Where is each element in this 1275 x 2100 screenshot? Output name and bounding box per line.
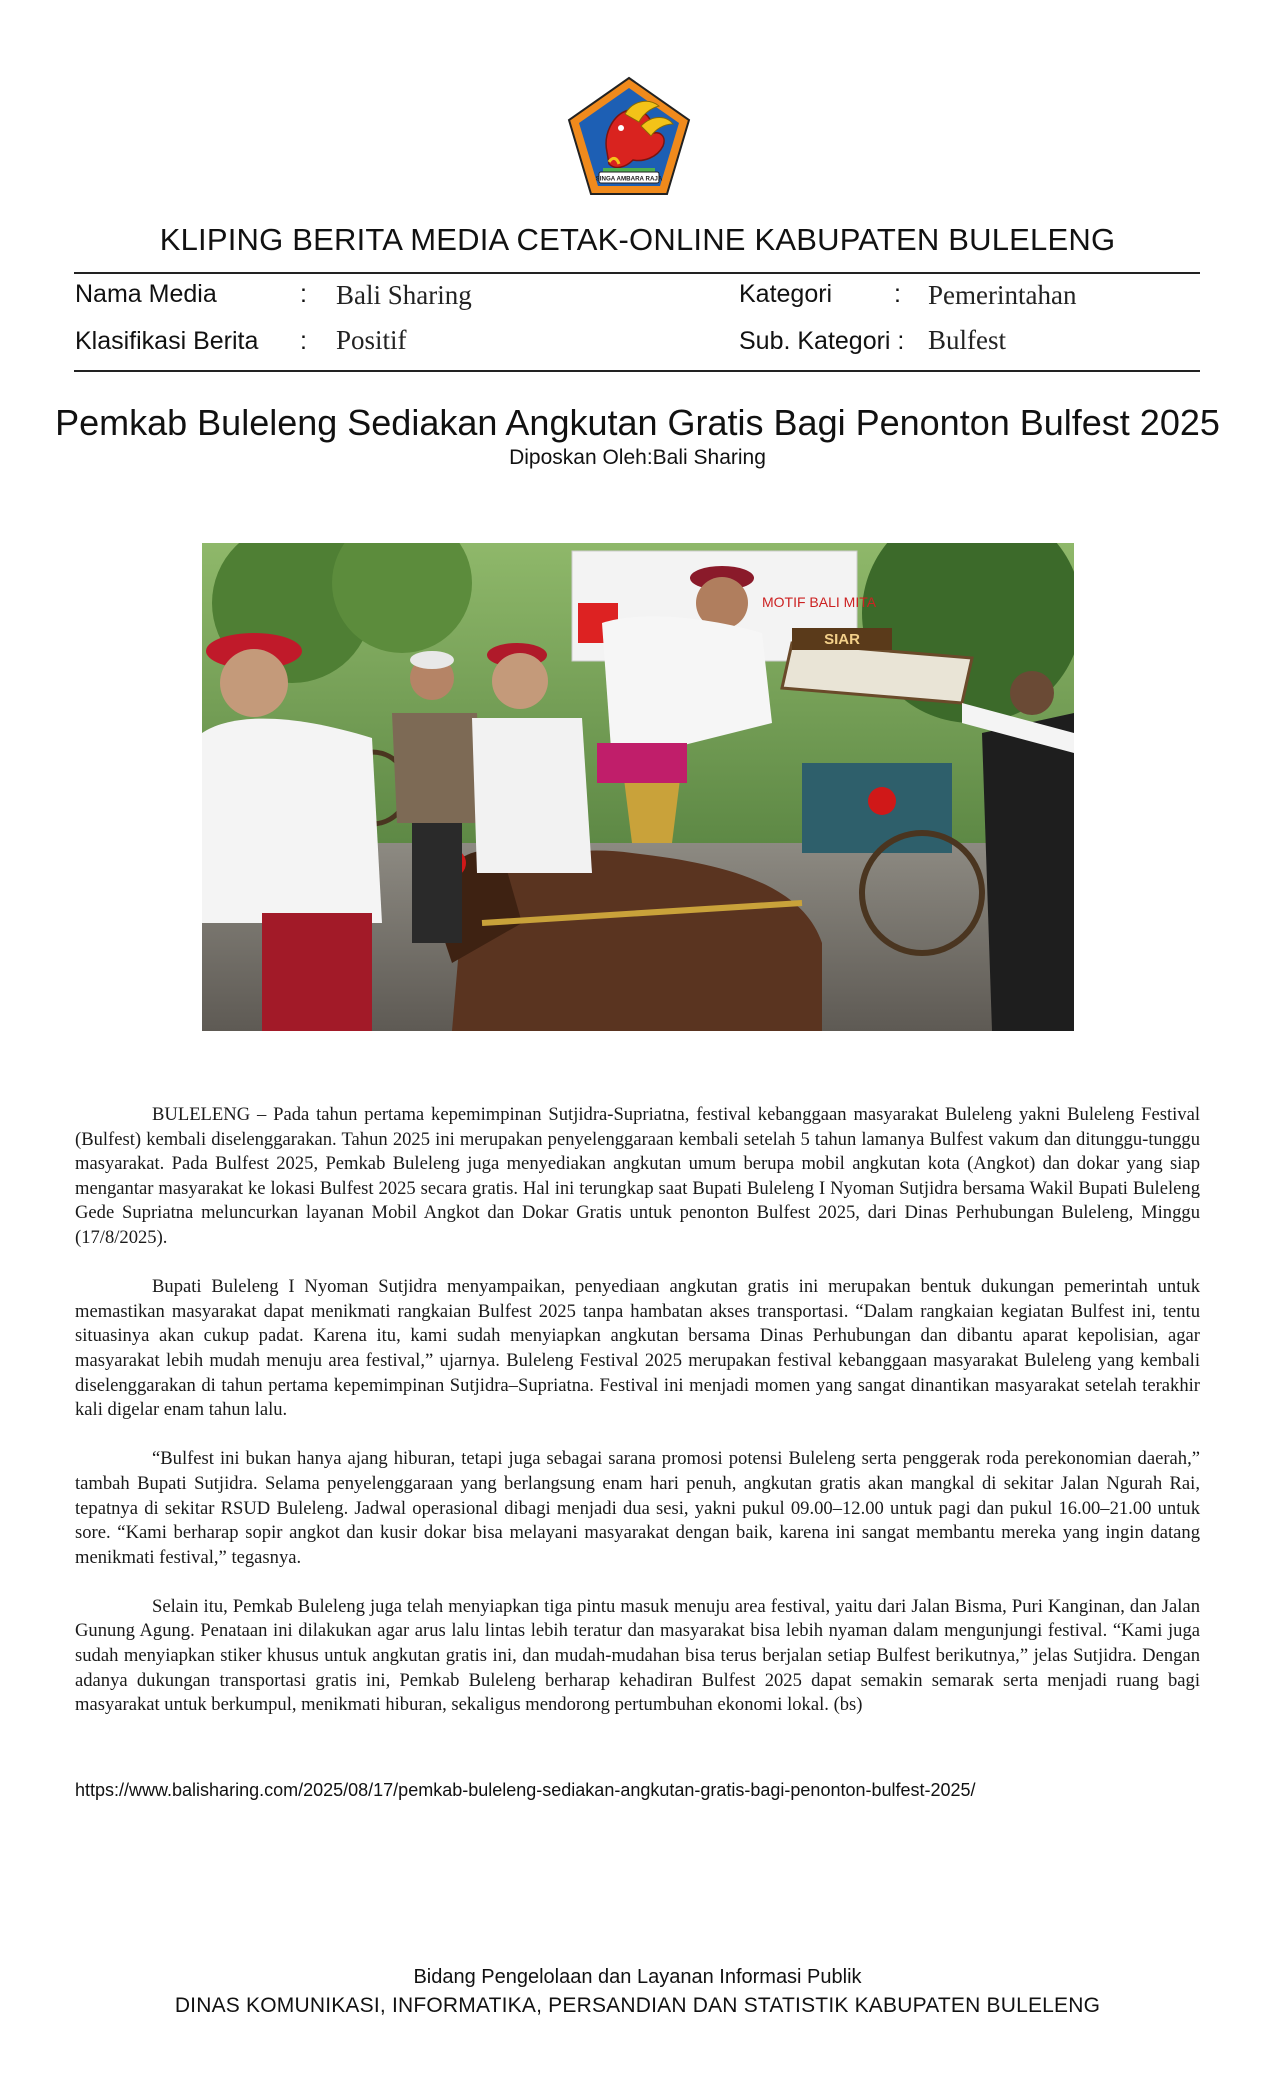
article-paragraph-3: “Bulfest ini bukan hanya ajang hiburan, tetapi juga sebagai sarana promosi potensi Buleleng serta penggerak roda perekonomian daerah,” tambah Bupati Sutjidra. Selama penyelenggaraan yang berlangsung enam hari penuh, angkutan gratis akan mangkal di sekitar Jalan Ngurah Rai, tepatnya di sekitar RSUD Buleleng. Jadwal operasional dibagi menjadi dua sesi, yakni pukul 09.00–12.00 untuk pagi dan pukul 16.00–21.00 untuk sore. “Kami berharap sopir angkot dan kusir dokar bisa melayani masyarakat dengan baik, karena ini sangat membantu mereka yang ingin datang menikmati festival,” tegasnya. — [75, 1448, 1200, 1568]
bottom-divider — [74, 370, 1200, 372]
photo-sign-text: SIAR — [824, 631, 860, 648]
sub-kategori-label: Sub. Kategori : — [739, 327, 905, 355]
kliping-title: KLIPING BERITA MEDIA CETAK-ONLINE KABUPATEN BULELENG — [159, 222, 1116, 257]
article-paragraph-2: Bupati Buleleng I Nyoman Sutjidra menyampaikan, penyediaan angkutan gratis ini merupakan bentuk dukungan pemerintah untuk memastikan masyarakat dapat menikmati rangkaian Bulfest 2025 tanpa hambatan akses transportasi. “Dalam rangkaian kegiatan Bulfest ini, tentu situasinya akan cukup padat. Karena itu, kami sudah menyiapkan angkutan bersama Dinas Perhubungan dan dibantu aparat kepolisian, agar masyarakat lebih mudah menuju area festival,” ujarnya. Buleleng Festival 2025 merupakan festival kebanggaan masyarakat Buleleng yang kembali diselenggarakan di tahun pertama kepemimpinan Sutjidra–Supriatna. Festival ini menjadi momen yang sangat dinantikan masyarakat setelah terakhir kali digelar enam tahun lalu. — [75, 1276, 1200, 1421]
logo-motto: SINGA AMBARA RAJA — [595, 175, 663, 183]
klasifikasi-value: Positif — [336, 325, 407, 355]
article-paragraph-1: BULELENG – Pada tahun pertama kepemimpinan Sutjidra-Supriatna, festival kebanggaan masyarakat Buleleng yakni Buleleng Festival (Bulfest) kembali diselenggarakan. Tahun 2025 ini merupakan penyelenggaraan kembali setelah 5 tahun lamanya Bulfest vakum dan ditunggu-tunggu masyarakat. Pada Bulfest 2025, Pemkab Buleleng juga menyediakan angkutan umum berupa mobil angkutan kota (Angkot) dan dokar yang siap mengantar masyarakat ke lokasi Bulfest 2025 secara gratis. Hal ini terungkap saat Bupati Buleleng I Nyoman Sutjidra bersama Wakil Bupati Buleleng Gede Supriatna meluncurkan layanan Mobil Angkot dan Dokar Gratis untuk penonton Bulfest 2025, dari Dinas Perhubungan Buleleng, Minggu (17/8/2025). — [75, 1104, 1200, 1248]
klasifikasi-colon: : — [300, 327, 307, 355]
kategori-label: Kategori — [739, 280, 833, 308]
nama-media-label: Nama Media — [75, 280, 217, 308]
footer-division: Bidang Pengelolaan dan Layanan Informasi Publik — [413, 1966, 862, 1988]
article-photo — [202, 543, 1074, 1031]
kategori-value: Pemerintahan — [928, 280, 1077, 310]
article-paragraph-4: Selain itu, Pemkab Buleleng juga telah menyiapkan tiga pintu masuk menuju area festival, yaitu dari Jalan Bisma, Puri Kanginan, dan Jalan Gunung Agung. Penataan ini dilakukan agar arus lalu lintas lebih teratur dan masyarakat bisa lebih nyaman dalam mengunjungi festival. “Kami juga sudah menyiapkan stiker khusus untuk angkutan gratis ini, dan mudah-mudahan bisa terus berjalan setiap Bulfest berikutnya,” jelas Sutjidra. Dengan adanya dukungan transportasi gratis ini, Pemkab Buleleng berharap kehadiran Bulfest 2025 dapat semakin semarak serta menjadi ruang bagi masyarakat untuk berkumpul, menikmati hiburan, sekaligus mendorong pertumbuhan ekonomi lokal. (bs) — [75, 1595, 1200, 1716]
nama-media-value: Bali Sharing — [336, 280, 472, 310]
article-headline: Pemkab Buleleng Sediakan Angkutan Gratis Bagi Penonton Bulfest 2025 — [55, 402, 1220, 443]
top-divider — [74, 272, 1200, 274]
source-url-link[interactable]: https://www.balisharing.com/2025/08/17/pemkab-buleleng-sediakan-angkutan-gratis-bagi-penonton-bulfest-2025/ — [75, 1780, 976, 1800]
kategori-colon: : — [894, 280, 901, 308]
sub-kategori-value: Bulfest — [928, 325, 1006, 355]
article-body — [75, 1103, 1200, 1742]
footer-agency: DINAS KOMUNIKASI, INFORMATIKA, PERSANDIAN DAN STATISTIK KABUPATEN BULELENG — [174, 1994, 1101, 2017]
buleleng-regency-logo — [563, 74, 695, 200]
nama-media-colon: : — [300, 280, 307, 308]
photo-banner-text: MOTIF BALI MITA — [762, 594, 877, 610]
klasifikasi-label: Klasifikasi Berita — [75, 327, 259, 355]
article-byline: Diposkan Oleh:Bali Sharing — [509, 446, 766, 469]
